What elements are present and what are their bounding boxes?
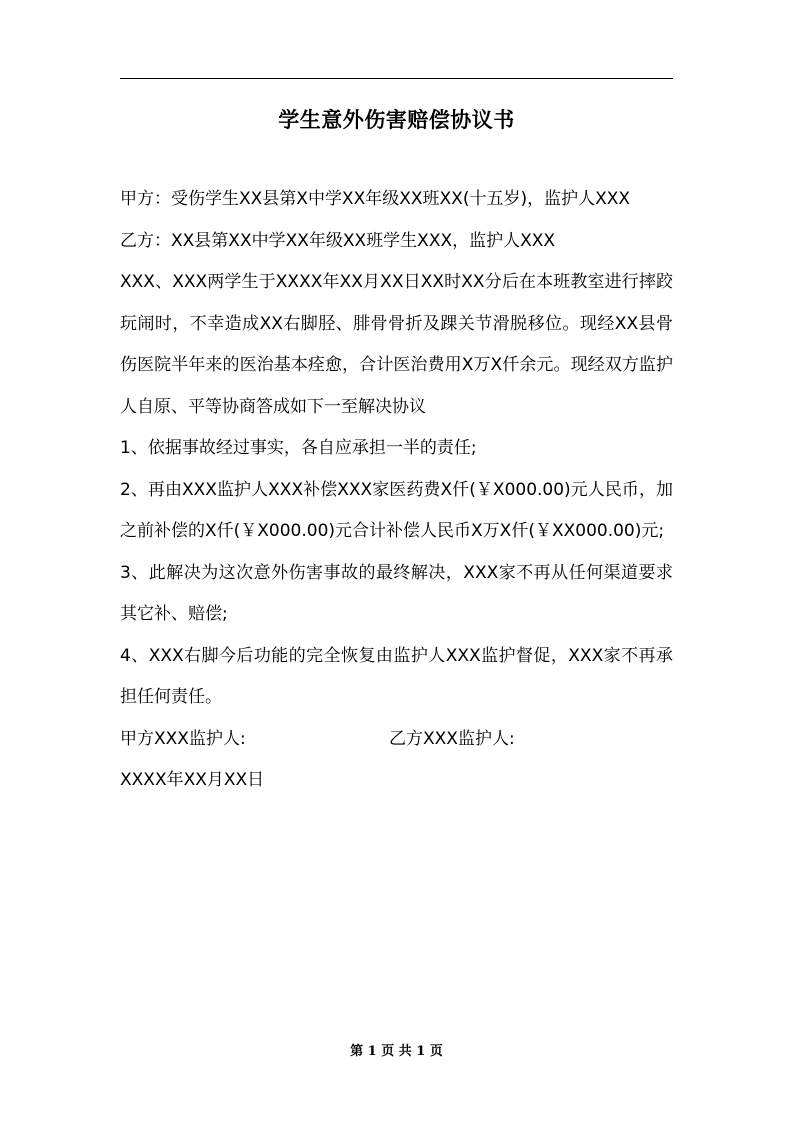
clause-4: 4、XXX右脚今后功能的完全恢复由监护人XXX监护督促，XXX家不再承担任何责任。 — [120, 645, 673, 707]
incident-paragraph: XXX、XXX两学生于XXXX年XX月XX日XX时XX分后在本班教室进行摔跤玩闹时，不幸造成XX右脚胫、腓骨骨折及踝关节滑脱移位。现经XX县骨伤医院半年来的医治基本痊愈，合计医治费用X万X仟余元。现经双方监护人自原、平等协商答成如下一至解决协议 — [120, 272, 673, 417]
party-b-paragraph: 乙方：XX县第XX中学XX年级XX班学生XXX，监护人XXX — [120, 230, 556, 251]
party-a-paragraph: 甲方：受伤学生XX县第X中学XX年级XX班XX(十五岁)，监护人XXX — [120, 189, 631, 209]
agreement-date: XXXX年XX月XX日 — [120, 770, 265, 790]
party-b-signature: 乙方XXX监护人: — [389, 728, 515, 749]
party-a-signature: 甲方XXX监护人: — [120, 728, 246, 749]
header-rule — [120, 78, 673, 79]
page-number: 第 1 页 共 1 页 — [350, 1044, 443, 1059]
document-title: 学生意外伤害赔偿协议书 — [278, 108, 515, 132]
clause-2: 2、再由XXX监护人XXX补偿XXX家医药费X仟(￥X000.00)元人民币，加之前补偿的X仟(￥X000.00)元合计补偿人民币X万X仟(￥XX000.00)元; — [120, 479, 673, 541]
clause-1: 1、依据事故经过事实，各自应承担一半的责任; — [120, 438, 477, 458]
signature-row — [120, 719, 673, 761]
clause-3: 3、此解决为这次意外伤害事故的最终解决，XXX家不再从任何渠道要求其它补、赔偿; — [120, 562, 673, 624]
document-body — [120, 179, 673, 802]
